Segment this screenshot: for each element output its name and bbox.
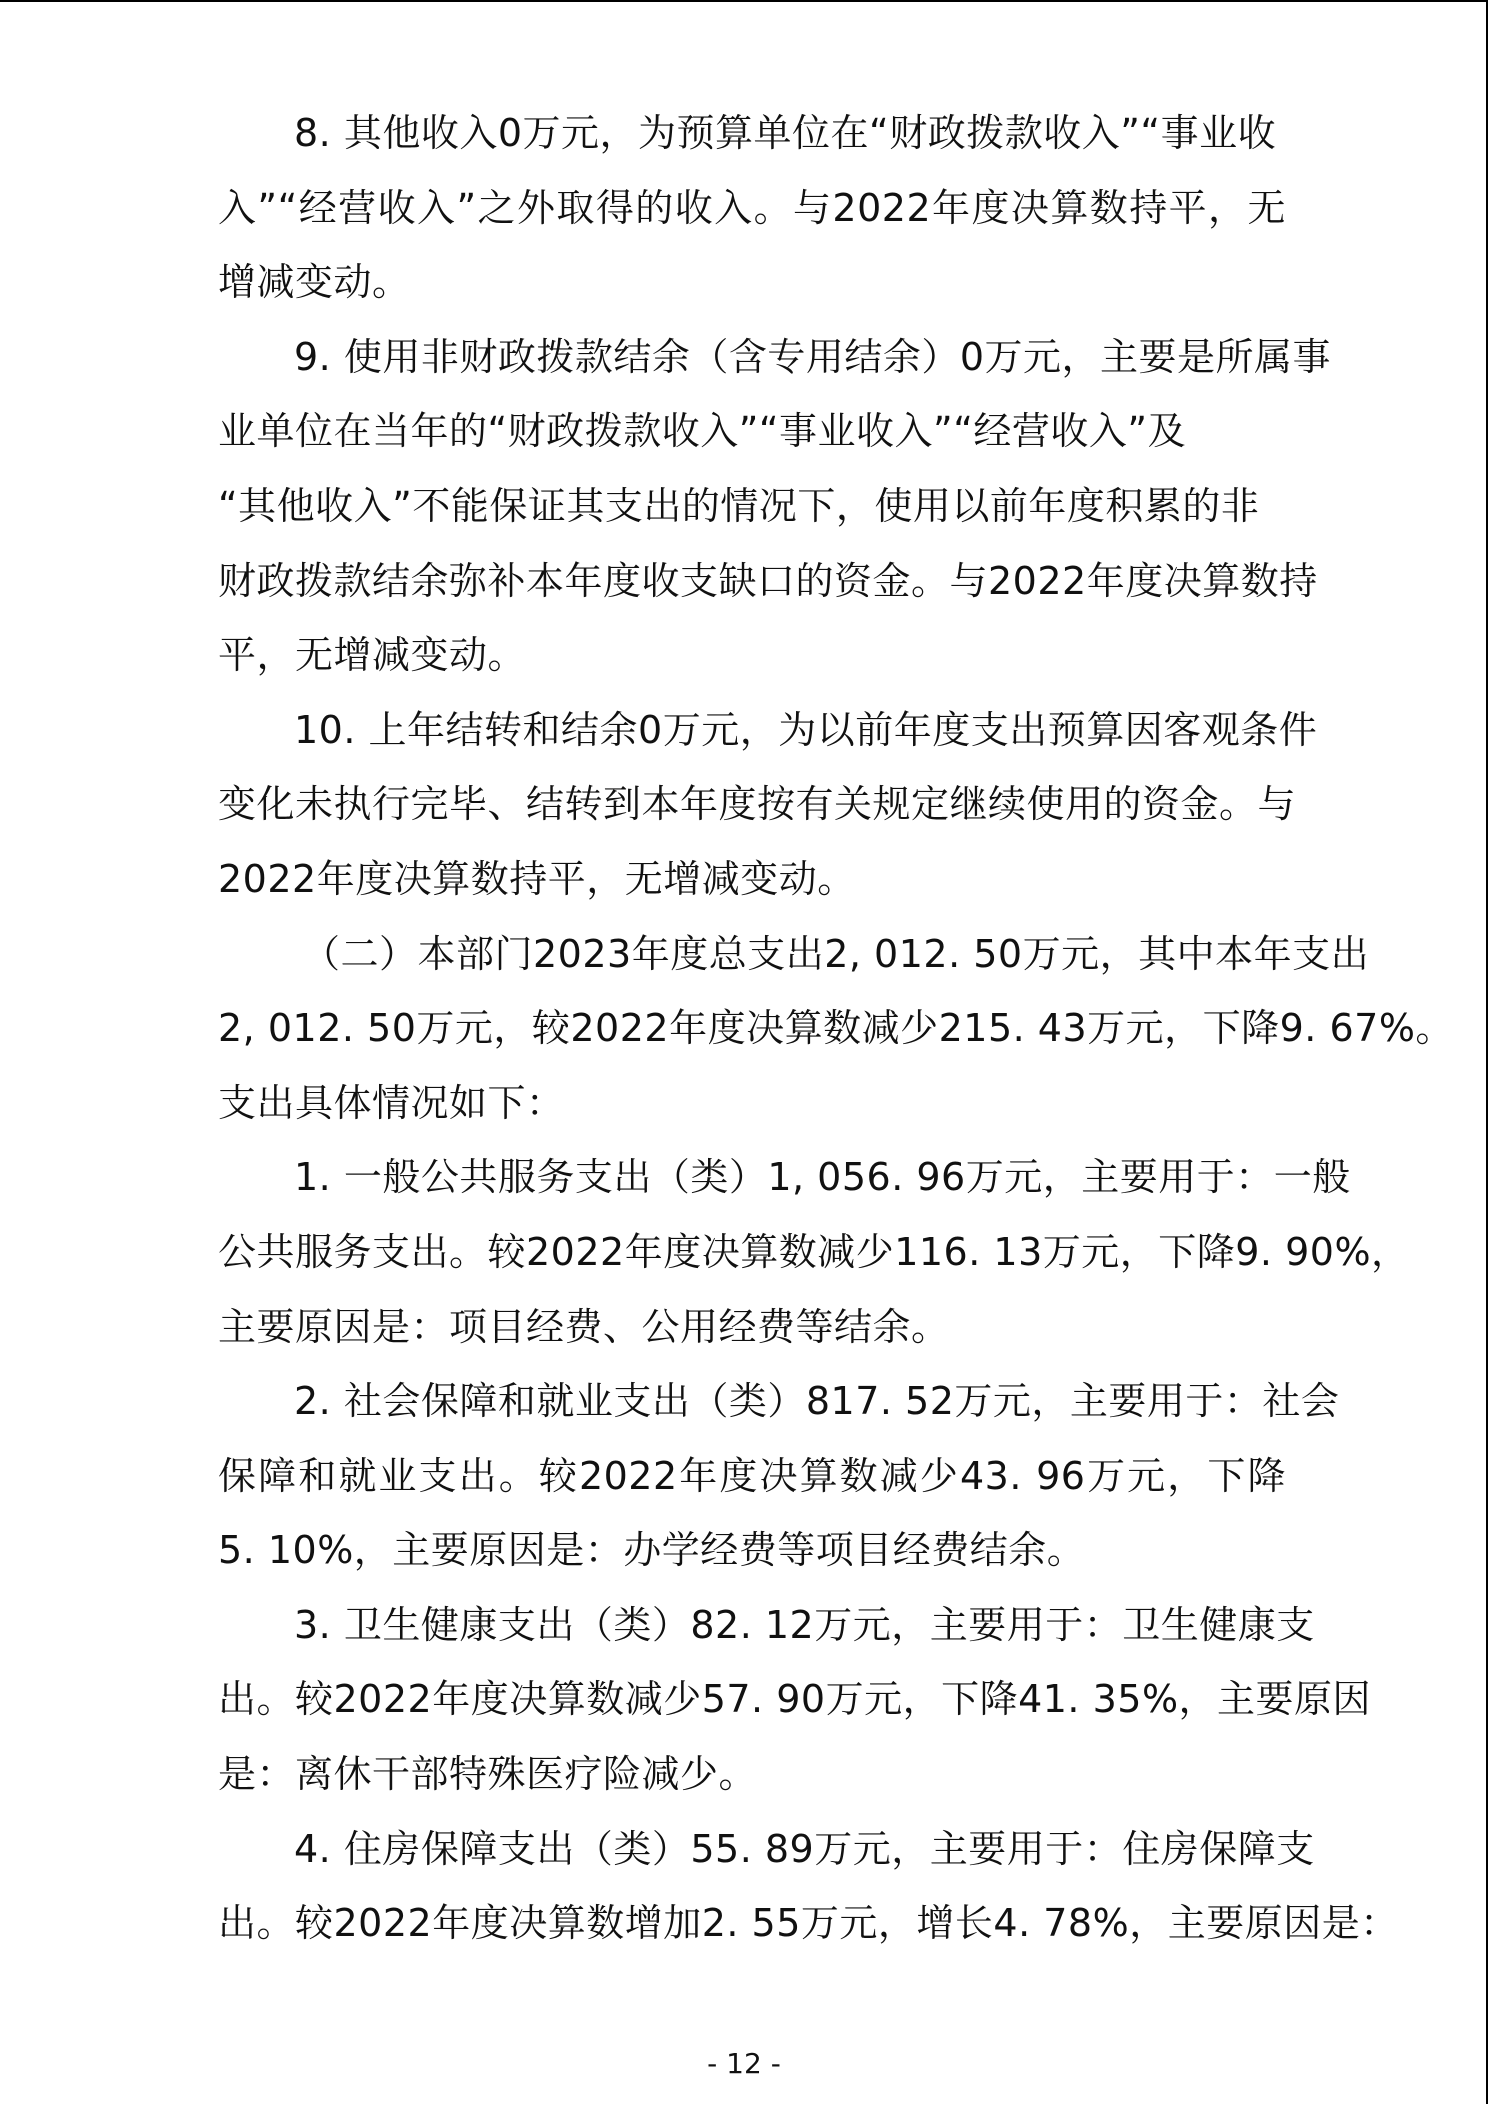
text-line: 2022年度决算数持平，无增减变动。 [218, 856, 856, 901]
text-line: 9. 使用非财政拨款结余（含专用结余）0万元，主要是所属事 [294, 334, 1332, 379]
text-line: 入”“经营收入”之外取得的收入。与2022年度决算数持平，无 [218, 185, 1286, 230]
text-line: 3. 卫生健康支出（类）82. 12万元，主要用于：卫生健康支 [294, 1602, 1315, 1647]
page-number: - 12 - [707, 2047, 781, 2080]
text-line: 2. 社会保障和就业支出（类）817. 52万元，主要用于：社会 [294, 1379, 1340, 1424]
document-body [218, 96, 1454, 1961]
text-line: 支出具体情况如下： [218, 1080, 565, 1125]
text-line: 变化未执行完毕、结转到本年度按有关规定继续使用的资金。与 [218, 782, 1297, 827]
text-line: 出。较2022年度决算数减少57. 90万元，下降41. 35%，主要原因 [218, 1677, 1372, 1722]
text-line: 出。较2022年度决算数增加2. 55万元，增长4. 78%，主要原因是： [218, 1901, 1399, 1946]
text-line: 1. 一般公共服务支出（类）1, 056. 96万元，主要用于：一般 [294, 1155, 1351, 1200]
text-line: 公共服务支出。较2022年度决算数减少116. 13万元，下降9. 90%， [218, 1229, 1410, 1274]
text-line: （二）本部门2023年度总支出2, 012. 50万元，其中本年支出 [302, 931, 1370, 976]
text-line: 业单位在当年的“财政拨款收入”“事业收入”“经营收入”及 [218, 409, 1187, 454]
text-line: 5. 10%，主要原因是：办学经费等项目经费结余。 [218, 1528, 1086, 1573]
text-line: 10. 上年结转和结余0万元，为以前年度支出预算因客观条件 [294, 707, 1318, 752]
text-line: 增减变动。 [218, 260, 411, 305]
text-line: 2, 012. 50万元，较2022年度决算数减少215. 43万元，下降9. 67%。 [218, 1006, 1454, 1051]
text-line: “其他收入”不能保证其支出的情况下，使用以前年度积累的非 [218, 483, 1260, 528]
text-line: 是：离休干部特殊医疗险减少。 [218, 1752, 758, 1797]
text-line: 4. 住房保障支出（类）55. 89万元，主要用于：住房保障支 [294, 1826, 1315, 1871]
text-line: 主要原因是：项目经费、公用经费等结余。 [218, 1304, 950, 1349]
text-line: 平，无增减变动。 [218, 633, 527, 678]
text-line: 8. 其他收入0万元，为预算单位在“财政拨款收入”“事业收 [294, 111, 1277, 155]
text-line: 保障和就业支出。较2022年度决算数减少43. 96万元，下降 [218, 1453, 1286, 1498]
top-border-line [0, 0, 1488, 2]
text-line: 财政拨款结余弥补本年度收支缺口的资金。与2022年度决算数持 [218, 558, 1318, 603]
